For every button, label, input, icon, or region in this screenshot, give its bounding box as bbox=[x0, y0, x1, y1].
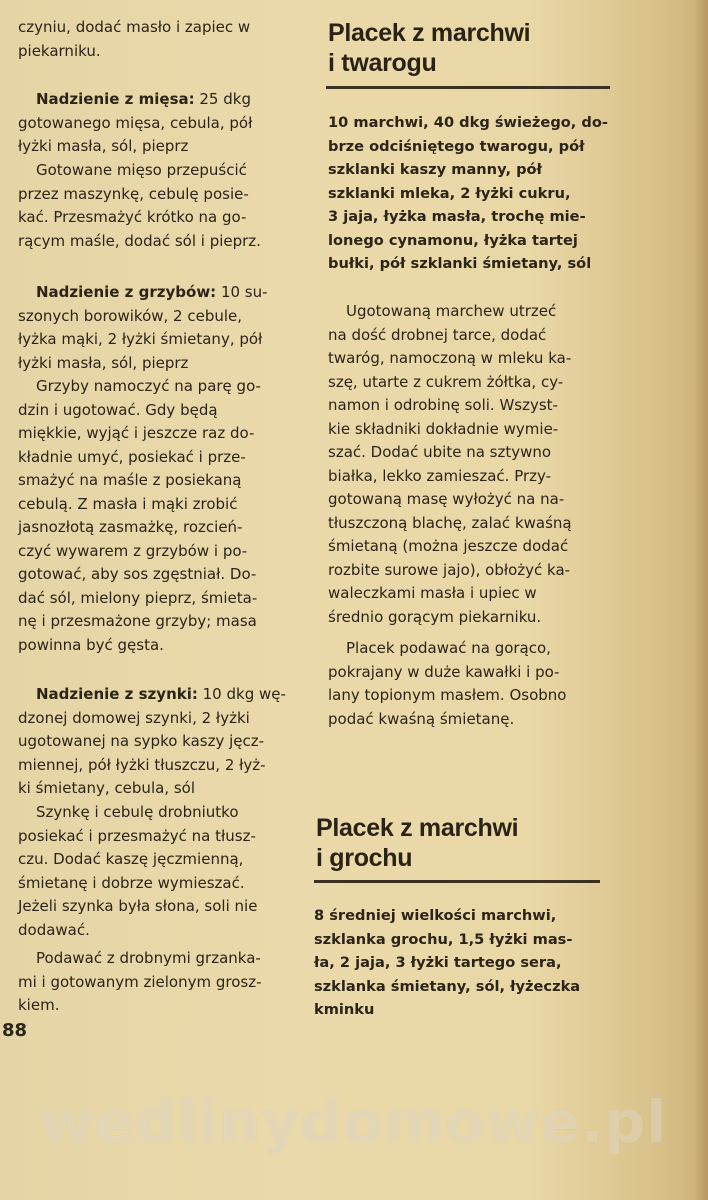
recipe-title-carrot-peas: Placek z marchwi i grochu bbox=[316, 814, 519, 872]
recipe1-ingredients: 10 marchwi, 40 dkg świeżego, do- brze odciśniętego twarogu, pół szklanki kaszy manny, pół szklanki mleka, 2 łyżki cukru, 3 jaja, łyżka masła, trochę mie- lonego cynamonu, łyżka tartej bułki, pół szklanki śmietany, sól bbox=[328, 114, 608, 272]
recipe1-method: Ugotowaną marchew utrzeć na dość drobnej tarce, dodać twaróg, namoczoną w mleku ka- szę, utarte z cukrem żółtka, cy- namon i odrobinę soli. Wszyst- kie składniki dokładnie wymie- szać. Dodać ubite na sztywno białka, lekko zamieszać. Przy- gotowaną masę wyłożyć na na- tłuszczoną blachę, zalać kwaśną śmietaną (można jeszcze dodać rozbite surowe jajo), obłożyć ka- waleczkami masła i upiec w średnio gorącym piekarniku. bbox=[328, 302, 572, 626]
mushroom-filling-ingredients: Nadzienie z grzybów: 10 su- szonych borowików, 2 cebule, łyżka mąki, 2 łyżki śmietany, pół łyżki masła, sól, pieprz bbox=[18, 283, 268, 372]
watermark: wedlinydomowe.pl bbox=[40, 1088, 668, 1156]
recipe-title-carrot-cottage-cheese: Placek z marchwi i twarogu bbox=[328, 19, 531, 77]
meat-filling-label: Nadzienie z mięsa: bbox=[36, 90, 195, 108]
recipe2-ingredients: 8 średniej wielkości marchwi, szklanka grochu, 1,5 łyżki mas- ła, 2 jaja, 3 łyżki tartego sera, szklanka śmietany, sól, łyżeczka kminku bbox=[314, 907, 581, 1018]
ham-filling-ingredients: Nadzienie z szynki: 10 dkg wę- dzonej domowej szynki, 2 łyżki ugotowanej na sypko kaszy jęcz- miennej, pół łyżki tłuszczu, 2 łyż- ki śmietany, cebula, sól bbox=[18, 685, 286, 797]
recipe1-serving: Placek podawać na gorąco, pokrajany w duże kawałki i po- lany topionym masłem. Osobno podać kwaśną śmietanę. bbox=[328, 639, 567, 728]
mushroom-filling-method: Grzyby namoczyć na parę go- dzin i ugotować. Gdy będą miękkie, wyjąć i jeszcze raz do- kładnie umyć, posiekać i prze- smażyć na maśle z posiekaną cebulą. Z masła i mąki zrobić jasnozłotą zasmażkę, rozcień- czyć wywarem z grzybów i po- gotować, aby sos zgęstniał. Do- dać sól, mielony pieprz, śmieta- nę i przesmażone grzyby; masa powinna być gęsta. bbox=[18, 377, 261, 654]
meat-filling-method: Gotowane mięso przepuścić przez maszynkę, cebulę posie- kać. Przesmażyć krótko na go- rącym maśle, dodać sól i pieprz. bbox=[18, 161, 261, 250]
page-edge-shadow bbox=[694, 0, 708, 1200]
ham-filling-label: Nadzienie z szynki: bbox=[36, 685, 198, 703]
title-rule bbox=[326, 86, 610, 89]
page-number: 88 bbox=[2, 1020, 28, 1041]
meat-filling-ingredients: Nadzienie z mięsa: 25 dkg gotowanego mięsa, cebula, pół łyżki masła, sól, pieprz bbox=[18, 90, 253, 155]
ham-filling-method: Szynkę i cebulę drobniutko posiekać i przesmażyć na tłusz- czu. Dodać kaszę jęczmienną, śmietanę i dobrze wymieszać. Jeżeli szynka była słona, soli nie dodawać. bbox=[18, 803, 258, 939]
title-rule-2 bbox=[314, 880, 600, 883]
mushroom-filling-label: Nadzienie z grzybów: bbox=[36, 283, 217, 301]
paragraph-intro: czyniu, dodać masło i zapiec w piekarniku. bbox=[18, 18, 251, 60]
ham-filling-serving: Podawać z drobnymi grzanka- mi i gotowanym zielonym grosz- kiem. bbox=[18, 949, 262, 1014]
